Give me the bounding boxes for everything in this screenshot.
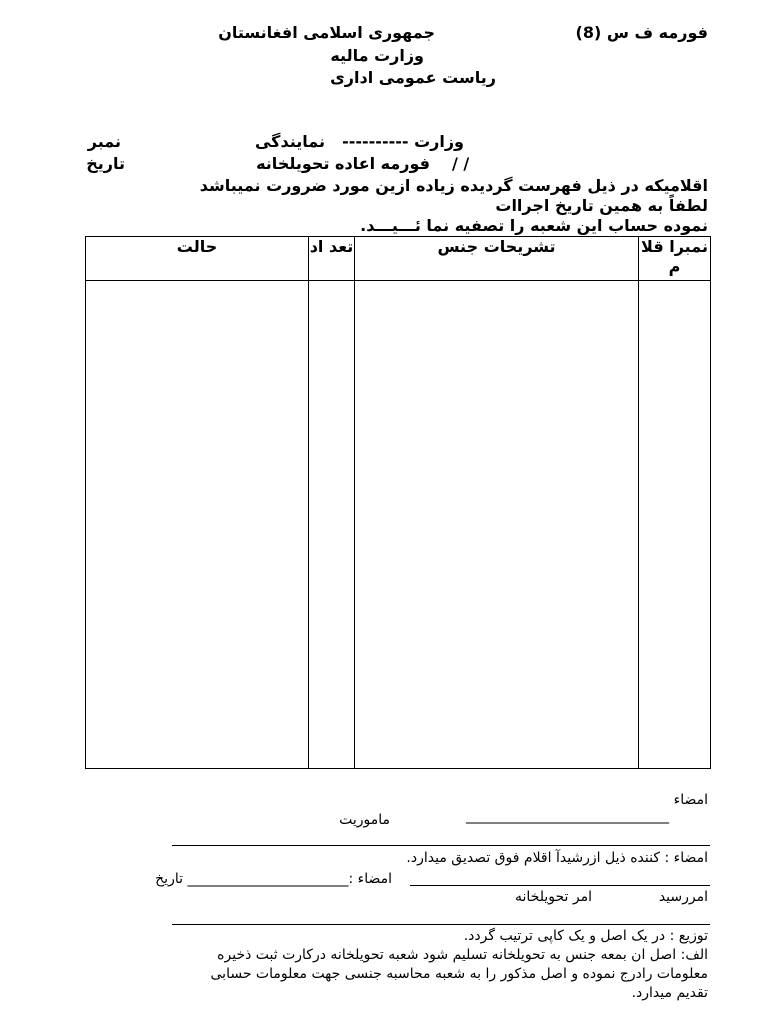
receipt-officer: امررسید bbox=[658, 889, 708, 905]
signature-line: _____________________________ bbox=[466, 808, 669, 824]
number-label: نمبر bbox=[87, 132, 121, 151]
body-line-1: اقلامیکه در ذیل فهرست گردیده زیاده ازین مورد ضرورت نمیباشد bbox=[199, 176, 708, 195]
table-body-row bbox=[86, 281, 711, 769]
count-cell[interactable] bbox=[309, 281, 355, 769]
body-line-3: نموده حساب این شعبه را تصفیه نما ئـــیـــد. bbox=[360, 216, 708, 235]
date-label: تاریخ bbox=[86, 154, 125, 173]
republic-title: جمهوری اسلامی افغانستان bbox=[218, 23, 435, 42]
divider-1 bbox=[172, 845, 710, 846]
distribution-text: توزیع : در یک اصل و یک کاپی ترتیب گردد. bbox=[463, 928, 708, 944]
items-table bbox=[85, 236, 711, 769]
divider-2 bbox=[172, 924, 710, 925]
return-form-label: فورمه اعاده تحویلخانه bbox=[256, 154, 430, 173]
representation-label: نمایندگی bbox=[254, 132, 325, 151]
ministry-field: وزارت ---------- bbox=[342, 132, 464, 151]
form-code: فورمه ف س (8) bbox=[575, 23, 708, 42]
storehouse-officer: امر تحویلخانه bbox=[515, 889, 592, 905]
ministry-title: وزارت مالیه bbox=[330, 46, 424, 65]
sign-line bbox=[410, 885, 710, 886]
status-cell[interactable] bbox=[86, 281, 309, 769]
certify-text: امضاء : کننده ذیل ازرشیدآ اقلام فوق تصدیق میدارد. bbox=[406, 850, 708, 866]
body-line-2: لطفاً به همین تاریخ اجراات bbox=[495, 196, 708, 215]
date-slashes: / / bbox=[452, 154, 470, 173]
description-cell[interactable] bbox=[355, 281, 639, 769]
col-description-header: تشریحات جنس bbox=[355, 237, 639, 281]
col-count-header: تعد اد bbox=[309, 237, 355, 281]
note-a-line-2: معلومات رادرج نموده و اصل مذکور را به شعبه محاسبه جنسی جهت معلومات حسابی bbox=[210, 966, 708, 982]
directorate-title: ریاست عمومی اداری bbox=[330, 68, 496, 87]
note-a-line-3: تقدیم میدارد. bbox=[631, 985, 708, 1001]
note-a-line-1: الف: اصل ان بمعه جنس به تحویلخانه تسلیم شود شعبه تحویلخانه درکارت ثبت ذخیره bbox=[217, 947, 708, 963]
table-header-row bbox=[86, 237, 711, 281]
signature-label: امضاء bbox=[673, 792, 708, 808]
item-no-cell[interactable] bbox=[639, 281, 711, 769]
assignment-label: ماموریت bbox=[339, 812, 390, 828]
col-status-header: حالت bbox=[86, 237, 309, 281]
col-item-no-header: نمبرا قلام bbox=[639, 237, 711, 281]
sign-date-row: امضاء :_______________________ تاریخ bbox=[155, 871, 392, 887]
